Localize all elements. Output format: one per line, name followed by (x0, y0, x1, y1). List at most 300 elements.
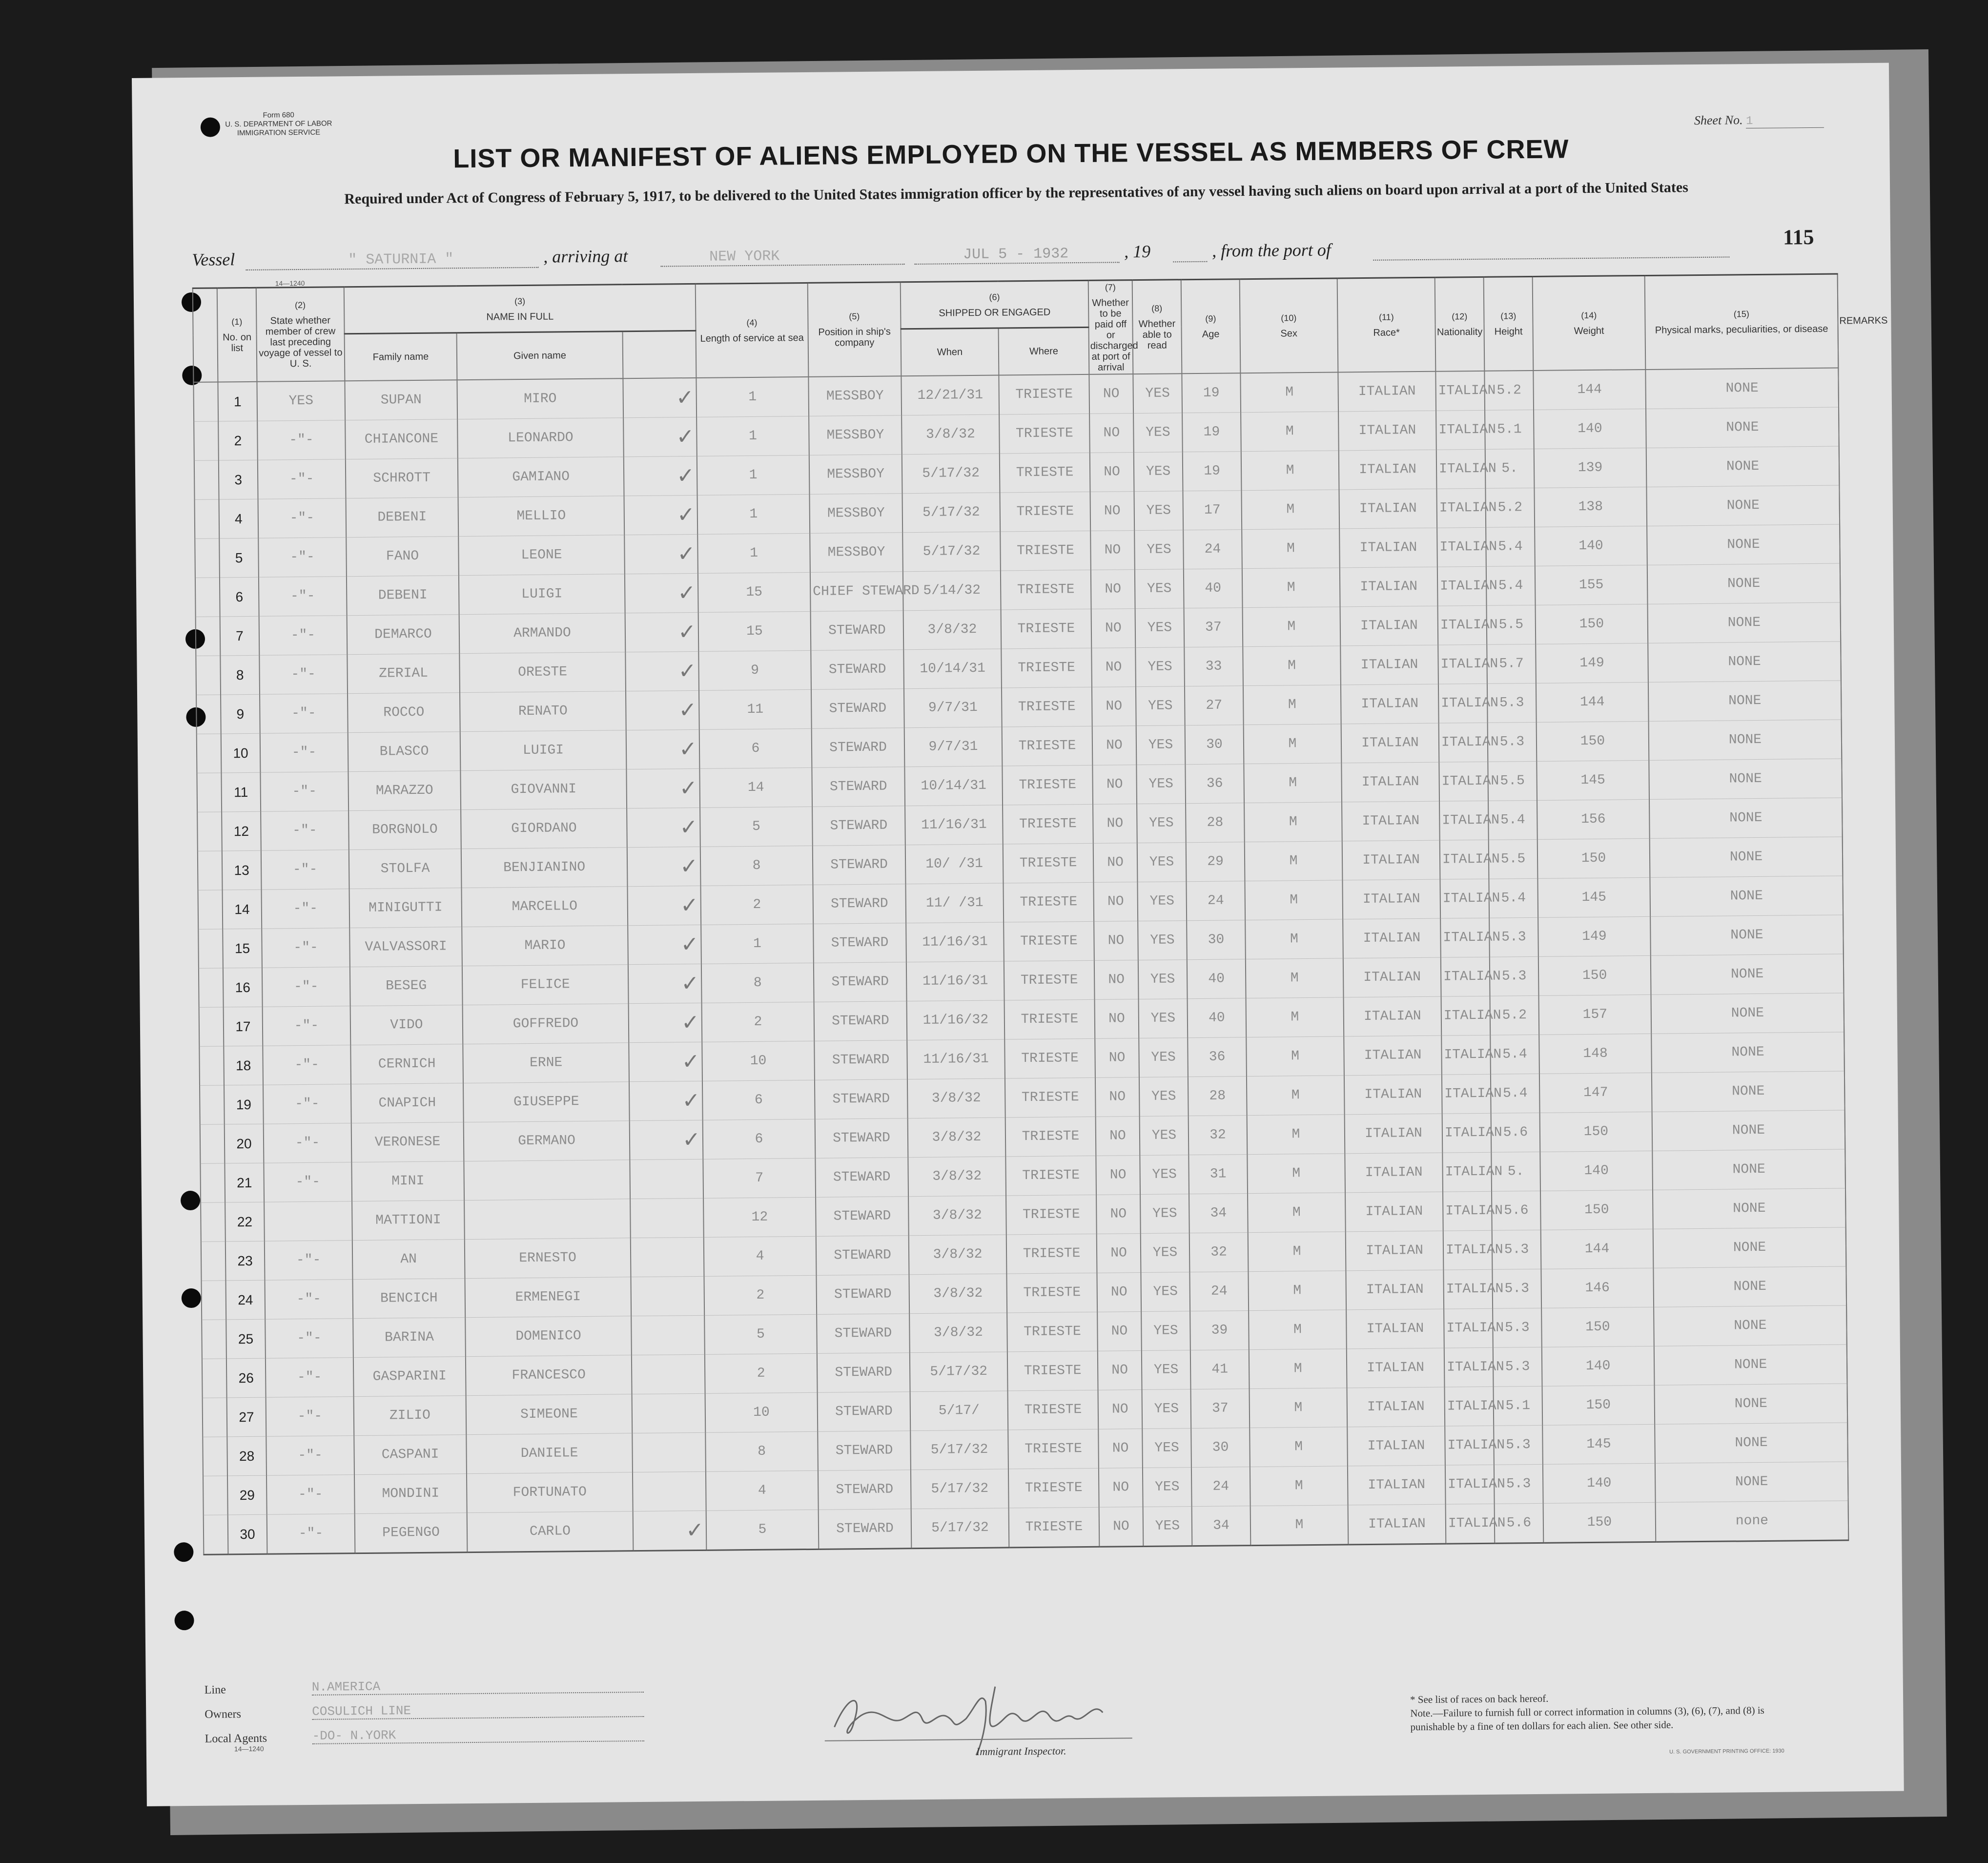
form-dept: U. S. DEPARTMENT OF LABOR (225, 119, 332, 129)
length-of-service: 5 (704, 1314, 817, 1354)
length-of-service: 15 (698, 611, 811, 651)
shipped-when: 5/17/32 (911, 1469, 1009, 1509)
previous-voyage: -"- (266, 1436, 354, 1476)
check-mark (631, 1315, 705, 1355)
page-subtitle: Required under Act of Congress of February 5, 1917, to be delivered to the United States immigration officer by the representatives of any vessel having such aliens on board upon arrival at a port of the United States (344, 179, 1688, 207)
physical-marks: NONE (1652, 1149, 1845, 1190)
row-margin (194, 421, 219, 460)
nationality: ITALIAN (1443, 1269, 1493, 1309)
physical-marks: NONE (1653, 1266, 1846, 1307)
nationality: ITALIAN (1444, 1387, 1494, 1426)
able-to-read: YES (1135, 608, 1185, 648)
nationality: ITALIAN (1437, 527, 1486, 567)
given-name: GIORDANO (461, 808, 627, 849)
weight: 139 (1534, 448, 1647, 488)
shipped-when: 3/8/32 (909, 1235, 1007, 1275)
sex: M (1246, 958, 1344, 998)
row-margin (199, 1007, 224, 1046)
position: STEWARD (819, 1509, 912, 1550)
race: ITALIAN (1344, 1075, 1442, 1115)
col-position-header: (5) Position in ship's company (808, 282, 902, 377)
shipped-where: TRIESTE (999, 374, 1089, 414)
race: ITALIAN (1342, 879, 1440, 919)
shipped-where: TRIESTE (1005, 1077, 1096, 1118)
position: MESSBOY (809, 494, 902, 534)
shipped-where: TRIESTE (1000, 531, 1091, 571)
shipped-when: 3/8/32 (908, 1196, 1006, 1236)
paid-off: NO (1096, 1117, 1140, 1156)
height: 5.3 (1493, 1308, 1542, 1347)
paid-off: NO (1097, 1273, 1141, 1312)
physical-marks: NONE (1653, 1188, 1846, 1229)
physical-marks: NONE (1649, 720, 1842, 760)
physical-marks: NONE (1654, 1305, 1847, 1346)
paid-off: NO (1096, 1156, 1140, 1195)
position: STEWARD (813, 845, 906, 885)
length-of-service: 10 (705, 1392, 818, 1432)
given-name: MIRO (457, 378, 623, 419)
sex: M (1241, 490, 1339, 530)
given-name: DANIELE (466, 1433, 633, 1474)
form-code: 14—1240 (275, 279, 305, 288)
given-name: LEONE (458, 535, 625, 576)
physical-marks: NONE (1651, 993, 1845, 1034)
shipped-where: TRIESTE (1000, 453, 1090, 493)
physical-marks: NONE (1653, 1227, 1846, 1268)
col-service-header: (4) Length of service at sea (696, 283, 809, 377)
length-of-service: 5 (706, 1510, 819, 1550)
from-port-label: , from the port of (1211, 240, 1332, 261)
shipped-when: 5/17/32 (910, 1352, 1008, 1392)
able-to-read: YES (1133, 373, 1182, 413)
physical-marks: NONE (1650, 915, 1844, 955)
row-number: 24 (226, 1280, 266, 1320)
shipped-where: TRIESTE (1001, 570, 1091, 610)
col-weight-header: (14) Weight (1533, 275, 1646, 370)
family-name: CHIANCONE (345, 419, 458, 459)
length-of-service: 14 (699, 767, 812, 807)
paid-off: NO (1095, 1077, 1140, 1117)
nationality: ITALIAN (1446, 1504, 1495, 1544)
nationality: ITALIAN (1439, 801, 1489, 840)
able-to-read: YES (1136, 765, 1186, 804)
age: 24 (1189, 1272, 1249, 1311)
check-mark: ✓ (623, 378, 697, 418)
position: STEWARD (814, 1040, 907, 1080)
position: STEWARD (815, 1118, 908, 1159)
weight: 144 (1536, 682, 1649, 722)
age: 28 (1188, 1076, 1247, 1116)
race: ITALIAN (1340, 645, 1438, 685)
given-name: DOMENICO (465, 1316, 632, 1357)
nationality: ITALIAN (1441, 996, 1491, 1035)
col-shipped-header: (6) SHIPPED OR ENGAGED (901, 280, 1089, 329)
physical-marks: NONE (1646, 446, 1840, 487)
paid-off: NO (1092, 726, 1137, 766)
col-height-header: (13) Height (1484, 276, 1534, 371)
race: ITALIAN (1345, 1192, 1443, 1232)
sex: M (1250, 1466, 1348, 1506)
check-mark (633, 1471, 706, 1511)
row-number: 28 (227, 1436, 266, 1476)
race: ITALIAN (1346, 1231, 1444, 1271)
shipped-where: TRIESTE (1003, 804, 1093, 844)
arrival-date-stamp: JUL 5 - 1932 (963, 246, 1069, 264)
check-mark: ✓ (628, 964, 702, 1003)
previous-voyage: -"- (262, 928, 350, 968)
given-name (464, 1199, 631, 1240)
row-margin (202, 1320, 226, 1359)
nationality: ITALIAN (1442, 1152, 1492, 1192)
family-name: CERNICH (350, 1044, 463, 1084)
able-to-read: YES (1140, 1155, 1189, 1195)
col-age-header: (9) Age (1181, 279, 1241, 374)
length-of-service: 1 (701, 924, 814, 964)
shipped-where: TRIESTE (1004, 999, 1095, 1039)
previous-voyage: -"- (261, 811, 349, 851)
able-to-read: YES (1138, 921, 1187, 960)
shipped-where: TRIESTE (1006, 1234, 1097, 1274)
physical-marks: NONE (1652, 1071, 1845, 1112)
row-number: 7 (220, 616, 260, 656)
row-number: 14 (223, 890, 262, 929)
shipped-where: TRIESTE (1005, 1117, 1096, 1157)
check-mark: ✓ (626, 729, 700, 769)
given-name: GAMIANO (458, 457, 624, 497)
age: 19 (1182, 373, 1241, 413)
length-of-service: 4 (704, 1236, 817, 1276)
age: 36 (1185, 764, 1244, 804)
page-title: LIST OR MANIFEST OF ALIENS EMPLOYED ON THE VESSEL AS MEMBERS OF CREW (453, 134, 1569, 174)
vessel-value: " SATURNIA " (348, 251, 454, 269)
height: 5. (1491, 1152, 1540, 1191)
position: STEWARD (812, 767, 905, 807)
race: ITALIAN (1341, 723, 1439, 763)
position: STEWARD (816, 1197, 909, 1237)
sex: M (1241, 412, 1339, 452)
sex: M (1243, 685, 1341, 725)
paid-off: NO (1096, 1195, 1141, 1234)
sex: M (1244, 802, 1342, 842)
check-mark (632, 1354, 705, 1394)
given-name: ERNESTO (465, 1238, 631, 1279)
check-mark: ✓ (629, 1081, 703, 1120)
check-mark: ✓ (626, 768, 700, 808)
weight: 140 (1535, 526, 1647, 566)
height: 5.4 (1486, 527, 1535, 566)
row-number: 6 (220, 577, 259, 617)
shipped-where: TRIESTE (1009, 1507, 1100, 1548)
race: ITALIAN (1341, 762, 1439, 802)
height: 5.4 (1489, 878, 1538, 918)
position: STEWARD (811, 689, 904, 729)
crew-manifest-table (192, 273, 1888, 1555)
length-of-service: 1 (696, 377, 809, 417)
row-margin (202, 1281, 226, 1320)
line-label: Line (204, 1683, 226, 1697)
family-name: BENCICH (352, 1279, 465, 1319)
family-name: BARINA (353, 1318, 466, 1358)
able-to-read: YES (1140, 1116, 1189, 1156)
check-mark: ✓ (628, 925, 701, 964)
paid-off: NO (1094, 921, 1138, 961)
nationality: ITALIAN (1443, 1191, 1492, 1231)
age: 31 (1189, 1155, 1248, 1194)
check-mark: ✓ (626, 690, 699, 730)
row-margin (195, 499, 220, 538)
age: 39 (1190, 1311, 1249, 1350)
row-number: 18 (224, 1046, 263, 1085)
row-number: 29 (227, 1475, 267, 1515)
check-mark (631, 1276, 704, 1316)
given-name: BENJIANINO (461, 848, 628, 888)
row-number: 5 (219, 538, 259, 578)
physical-marks: NONE (1648, 642, 1841, 682)
sex: M (1245, 880, 1343, 920)
position: STEWARD (813, 884, 906, 924)
family-name: ROCCO (348, 693, 460, 733)
able-to-read: YES (1135, 569, 1184, 609)
physical-marks: NONE (1645, 368, 1839, 409)
physical-marks: NONE (1649, 759, 1842, 799)
races-note: * See list of races on back hereof. (1410, 1692, 1549, 1706)
physical-marks: NONE (1647, 563, 1841, 604)
shipped-when: 11/16/31 (906, 961, 1004, 1001)
row-number: 16 (223, 968, 263, 1007)
check-mark (631, 1237, 704, 1277)
position: STEWARD (816, 1236, 909, 1276)
row-margin (198, 890, 223, 929)
sex: M (1248, 1232, 1346, 1272)
race: ITALIAN (1342, 801, 1440, 841)
height: 5.6 (1491, 1113, 1540, 1152)
family-name: VALVASSORI (349, 927, 462, 967)
shipped-where: TRIESTE (1000, 492, 1090, 532)
col-race-header: (11) Race* (1337, 277, 1436, 372)
previous-voyage: -"- (266, 1358, 354, 1398)
sex: M (1247, 1154, 1345, 1194)
race: ITALIAN (1346, 1270, 1444, 1310)
given-name: FELICE (462, 965, 629, 1005)
previous-voyage: -"- (264, 1162, 352, 1202)
race: ITALIAN (1339, 489, 1437, 529)
binder-hole (181, 1191, 200, 1210)
weight: 140 (1534, 409, 1646, 449)
paid-off: NO (1090, 492, 1134, 531)
shipped-where: TRIESTE (1002, 765, 1093, 805)
sex: M (1242, 568, 1340, 608)
physical-marks: NONE (1647, 524, 1840, 565)
paid-off: NO (1089, 414, 1134, 453)
family-name: MONDINI (354, 1474, 467, 1514)
year-label: , 19 (1124, 241, 1151, 262)
physical-marks: NONE (1652, 1110, 1845, 1151)
given-name: GERMANO (464, 1121, 630, 1161)
row-margin (200, 1163, 225, 1202)
arriving-label: , arriving at (543, 246, 628, 267)
physical-marks: NONE (1650, 876, 1843, 916)
family-name: CASPANI (354, 1435, 467, 1475)
able-to-read: YES (1136, 686, 1185, 726)
able-to-read: YES (1139, 999, 1188, 1038)
position: MESSBOY (810, 533, 903, 573)
row-number: 15 (223, 929, 262, 968)
shipped-where: TRIESTE (1008, 1429, 1099, 1469)
physical-marks: NONE (1646, 407, 1839, 448)
height: 5.5 (1489, 839, 1538, 879)
row-number: 2 (218, 421, 258, 460)
weight: 150 (1541, 1307, 1654, 1347)
given-name: LUIGI (459, 574, 625, 615)
shipped-when: 3/8/32 (908, 1157, 1006, 1197)
shipped-when: 5/17/32 (902, 532, 1001, 572)
row-margin (202, 1359, 227, 1398)
physical-marks: NONE (1651, 954, 1844, 994)
shipped-when: 3/8/32 (909, 1274, 1007, 1314)
manifest-sheet (132, 63, 1904, 1806)
check-mark: ✓ (624, 456, 697, 496)
age: 37 (1184, 608, 1243, 647)
check-mark: ✓ (627, 847, 701, 886)
weight: 150 (1542, 1385, 1655, 1425)
row-number: 19 (224, 1085, 264, 1124)
length-of-service: 2 (700, 885, 813, 925)
col-paid-off-header: (7) Whether to be paid off or discharged at port of arrival (1088, 280, 1133, 374)
height: 5.5 (1487, 605, 1536, 644)
shipped-when: 3/8/32 (907, 1078, 1005, 1118)
weight: 150 (1537, 721, 1649, 761)
weight: 150 (1538, 955, 1651, 995)
height: 5.1 (1485, 410, 1534, 449)
paid-off: NO (1092, 687, 1136, 726)
weight: 155 (1535, 565, 1648, 605)
row-number: 9 (221, 694, 260, 734)
col-sex-header: (10) Sex (1240, 278, 1338, 373)
family-name: SCHROTT (346, 458, 458, 498)
length-of-service: 1 (697, 416, 809, 456)
sex: M (1244, 763, 1342, 803)
page-number: 115 (1783, 225, 1814, 249)
check-mark (632, 1432, 706, 1472)
row-margin (196, 617, 221, 656)
physical-marks: NONE (1651, 1032, 1845, 1073)
able-to-read: YES (1134, 491, 1183, 531)
position: STEWARD (812, 728, 905, 768)
sex: M (1242, 529, 1340, 569)
age: 34 (1189, 1194, 1248, 1233)
nationality: ITALIAN (1438, 644, 1487, 684)
length-of-service: 11 (699, 689, 812, 729)
weight: 138 (1534, 487, 1647, 527)
family-name: PEGENGO (355, 1513, 468, 1553)
family-name: STOLFA (349, 849, 462, 889)
check-mark: ✓ (623, 417, 697, 456)
shipped-when: 11/16/31 (905, 805, 1003, 845)
row-margin (200, 1085, 225, 1124)
given-name: MELLIO (458, 496, 625, 537)
row-margin (203, 1398, 227, 1437)
age: 40 (1187, 959, 1246, 999)
paid-off: NO (1098, 1390, 1143, 1429)
nationality: ITALIAN (1445, 1426, 1494, 1465)
family-name: CNAPICH (351, 1083, 464, 1123)
age: 33 (1184, 647, 1243, 686)
able-to-read: YES (1141, 1233, 1190, 1273)
weight: 140 (1540, 1151, 1653, 1191)
col-given-name-header: Given name (457, 331, 623, 380)
shipped-when: 9/7/31 (904, 688, 1002, 728)
age: 30 (1187, 920, 1246, 960)
race: ITALIAN (1347, 1387, 1445, 1427)
length-of-service: 9 (698, 650, 811, 690)
previous-voyage: -"- (258, 538, 347, 578)
family-name: MINI (351, 1161, 464, 1201)
weight: 144 (1533, 370, 1646, 410)
sex: M (1244, 724, 1342, 764)
row-number: 21 (225, 1163, 264, 1202)
paid-off: NO (1095, 1038, 1139, 1078)
previous-voyage: -"- (258, 498, 347, 538)
height: 5.3 (1492, 1230, 1541, 1269)
age: 24 (1183, 530, 1242, 569)
length-of-service: 1 (697, 494, 810, 534)
row-margin (199, 968, 224, 1007)
previous-voyage: -"- (259, 616, 348, 656)
shipped-when: 5/14/32 (903, 571, 1001, 611)
race: ITALIAN (1346, 1309, 1444, 1349)
row-number: 30 (228, 1514, 267, 1554)
shipped-where: TRIESTE (1003, 882, 1094, 922)
previous-voyage: -"- (266, 1397, 354, 1437)
nationality: ITALIAN (1439, 762, 1488, 801)
height: 5.1 (1493, 1386, 1542, 1426)
given-name: MARIO (462, 926, 628, 966)
height: 5.4 (1486, 566, 1536, 605)
previous-voyage: -"- (259, 655, 348, 695)
given-name: ERNE (463, 1043, 629, 1083)
weight: 145 (1537, 877, 1650, 917)
length-of-service: 8 (700, 846, 813, 886)
previous-voyage: -"- (265, 1241, 353, 1281)
family-name: FANO (346, 537, 459, 577)
able-to-read: YES (1140, 1194, 1189, 1234)
length-of-service: 6 (702, 1080, 815, 1120)
family-name: ZERIAL (347, 654, 460, 694)
given-name: FORTUNATO (467, 1472, 633, 1513)
check-mark: ✓ (629, 1042, 702, 1081)
sex: M (1248, 1193, 1346, 1233)
race: ITALIAN (1338, 411, 1436, 451)
shipped-when: 12/21/31 (901, 375, 999, 415)
shipped-where: TRIESTE (1008, 1468, 1099, 1508)
weight: 145 (1537, 760, 1649, 800)
weight: 145 (1542, 1424, 1655, 1464)
given-name (464, 1160, 630, 1201)
shipped-when: 3/8/32 (902, 414, 1000, 455)
given-name: SIMEONE (466, 1394, 633, 1435)
age: 30 (1185, 725, 1244, 765)
col-check-header (623, 331, 697, 379)
row-margin (196, 695, 221, 734)
given-name: GOFFREDO (463, 1004, 629, 1044)
paid-off: NO (1091, 648, 1136, 687)
paid-off: NO (1094, 960, 1139, 1000)
shipped-where: TRIESTE (1007, 1312, 1098, 1352)
position: STEWARD (818, 1431, 911, 1471)
nationality: ITALIAN (1440, 879, 1489, 918)
fine-note: Note.—Failure to furnish full or correct information in columns (3), (6), (7), and (8) is punishable by a fine of ten dollars for each alien. See other side. (1410, 1704, 1764, 1733)
paid-off: NO (1090, 531, 1135, 570)
